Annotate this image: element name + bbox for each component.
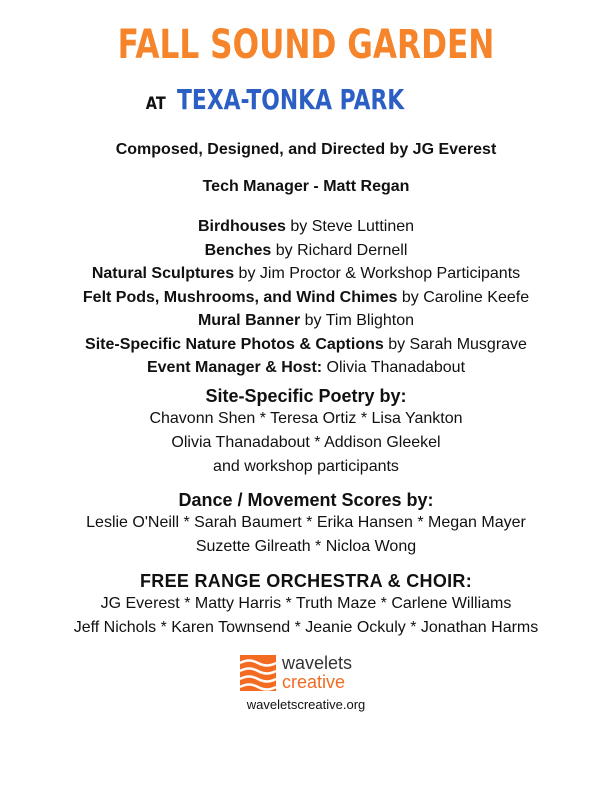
poetry-line: and workshop participants <box>213 458 399 475</box>
contributor-line: Mural Banner by Tim Blighton <box>197 312 415 329</box>
orchestra-line: JG Everest * Matty Harris * Truth Maze * Carlene Williams <box>100 595 512 612</box>
page-title: FALL SOUND GARDEN <box>117 22 495 68</box>
orchestra-line: Jeff Nichols * Karen Townsend * Jeanie Ockuly * Jonathan Harms <box>73 619 539 636</box>
venue-line <box>0 83 612 122</box>
dance-section <box>0 489 612 559</box>
venue-at: AT <box>145 94 166 114</box>
contributor-line: Event Manager & Host: Olivia Thanadabout <box>146 359 466 376</box>
waves-logo-icon <box>240 655 276 691</box>
tech-credit: Tech Manager - Matt Regan <box>202 178 410 195</box>
orchestra-heading: FREE RANGE ORCHESTRA & CHOIR: <box>139 571 473 591</box>
dance-line: Leslie O'Neill * Sarah Baumert * Erika Hansen * Megan Mayer <box>86 514 526 531</box>
dance-line: Suzette Gilreath * Nicloa Wong <box>195 538 417 555</box>
venue-name: TEXA-TONKA PARK <box>177 83 405 116</box>
contributor-line: Birdhouses by Steve Luttinen <box>197 218 415 235</box>
composer-credit: Composed, Designed, and Directed by JG Everest <box>115 141 497 158</box>
contributor-line: Natural Sculptures by Jim Proctor & Workshop Participants <box>91 265 521 282</box>
contributor-list <box>0 215 612 380</box>
logo-word-wavelets: wavelets <box>282 653 353 673</box>
dance-heading: Dance / Movement Scores by: <box>178 490 434 510</box>
wavelets-logo <box>240 653 380 693</box>
poetry-line: Chavonn Shen * Teresa Ortiz * Lisa Yankton <box>149 410 463 427</box>
contributor-line: Benches by Richard Dernell <box>204 241 408 259</box>
orchestra-section <box>0 570 612 640</box>
poetry-line: Olivia Thanadabout * Addison Gleekel <box>171 434 441 451</box>
poetry-heading: Site-Specific Poetry by: <box>205 386 407 406</box>
contributor-line: Felt Pods, Mushrooms, and Wind Chimes by Caroline Keefe <box>82 288 530 306</box>
logo-word-creative: creative <box>282 672 346 692</box>
poetry-section <box>0 385 612 479</box>
website-link[interactable]: waveletscreative.org <box>246 697 366 712</box>
contributor-line: Site-Specific Nature Photos & Captions by Sarah Musgrave <box>85 335 527 353</box>
